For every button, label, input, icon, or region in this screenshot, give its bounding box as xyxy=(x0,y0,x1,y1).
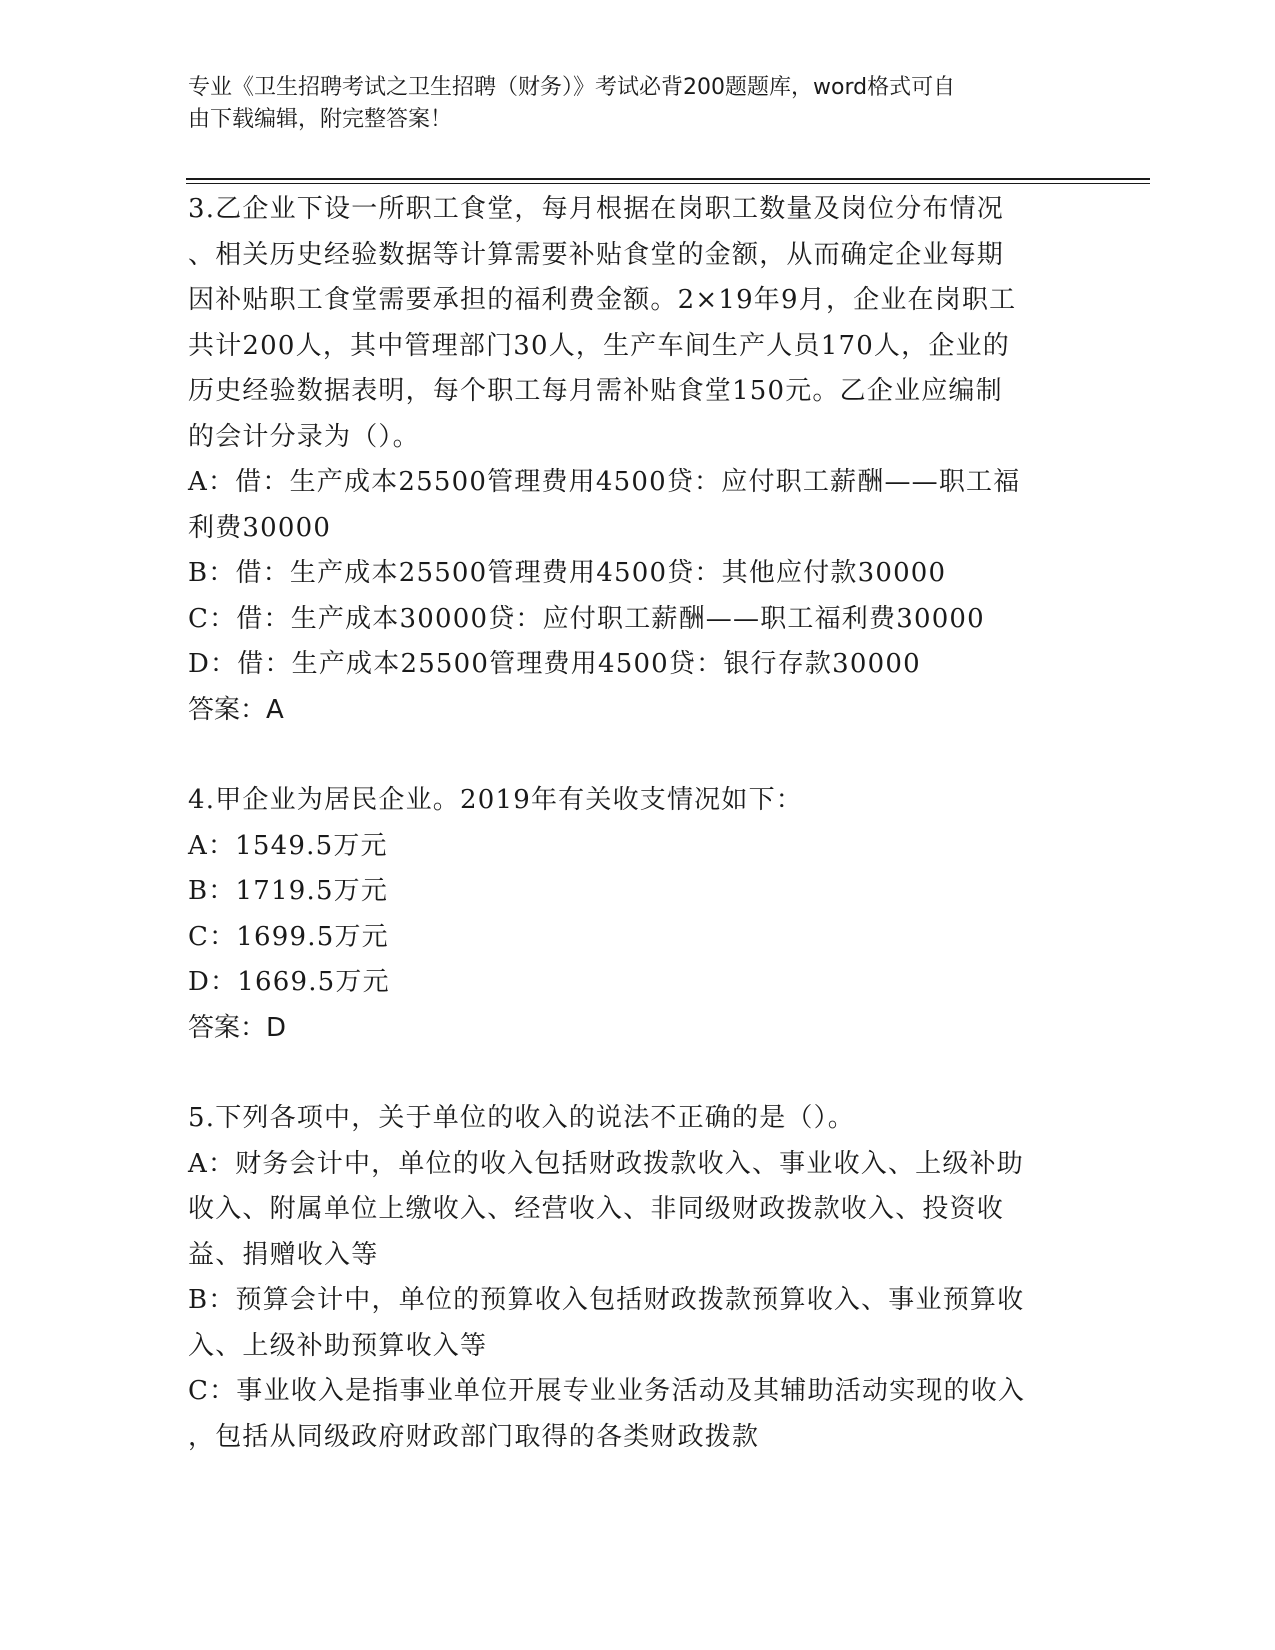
question-stem-line: 的会计分录为（）。 xyxy=(188,421,420,452)
question-stem-line: 3.乙企业下设一所职工食堂，每月根据在岗职工数量及岗位分布情况 xyxy=(188,194,1005,224)
question-stem-line: 因补贴职工食堂需要承担的福利费金额。2×19年9月，企业在岗职工 xyxy=(188,285,1017,315)
option-line: B：借：生产成本25500管理费用4500贷：其他应付款30000 xyxy=(188,558,947,588)
question-list xyxy=(188,187,1088,1460)
answer-label: 答案：A xyxy=(188,694,284,725)
question-stem-line: 、相关历史经验数据等计算需要补贴食堂的金额，从而确定企业每期 xyxy=(188,239,1005,270)
question-3 xyxy=(188,187,1088,733)
option-c xyxy=(188,915,1088,961)
question-5 xyxy=(188,1096,1088,1460)
spacer xyxy=(188,733,1088,778)
header-line-1: 专业《卫生招聘考试之卫生招聘（财务）》考试必背200题题库，word格式可自 xyxy=(188,75,956,100)
option-b xyxy=(188,1278,1088,1369)
option-a xyxy=(188,824,1088,870)
document-header xyxy=(188,72,1068,136)
question-stem-line: 共计200人，其中管理部门30人，生产车间生产人员170人，企业的 xyxy=(188,330,1010,361)
option-a xyxy=(188,1142,1088,1279)
option-line: ，包括从同级政府财政部门取得的各类财政拨款 xyxy=(188,1421,760,1452)
question-stem-line: 历史经验数据表明，每个职工每月需补贴食堂150元。乙企业应编制 xyxy=(188,376,1003,406)
option-line: C：1699.5万元 xyxy=(188,921,389,952)
option-d xyxy=(188,960,1088,1006)
option-line: 益、捐赠收入等 xyxy=(188,1239,379,1270)
option-line: 收入、附属单位上缴收入、经营收入、非同级财政拨款收入、投资收 xyxy=(188,1194,1005,1224)
option-line: B：1719.5万元 xyxy=(188,876,389,906)
option-a xyxy=(188,460,1088,551)
option-b xyxy=(188,551,1088,597)
option-line: C：事业收入是指事业单位开展专业业务活动及其辅助活动实现的收入 xyxy=(188,1376,1026,1406)
option-line: A：借：生产成本25500管理费用4500贷：应付职工薪酬——职工福 xyxy=(188,467,1021,497)
header-rule-thin xyxy=(186,183,1150,184)
option-line: 入、上级补助预算收入等 xyxy=(188,1330,488,1361)
question-stem-line: 5.下列各项中，关于单位的收入的说法不正确的是（）。 xyxy=(188,1103,856,1133)
option-line: D：1669.5万元 xyxy=(188,967,390,997)
header-line-2: 由下载编辑，附完整答案！ xyxy=(188,107,453,132)
option-line: B：预算会计中，单位的预算收入包括财政拨款预算收入、事业预算收 xyxy=(188,1285,1025,1315)
answer-label: 答案：D xyxy=(188,1012,287,1043)
option-line: A：财务会计中，单位的收入包括财政拨款收入、事业收入、上级补助 xyxy=(188,1148,1024,1179)
option-line: 利费30000 xyxy=(188,512,332,543)
option-line: A：1549.5万元 xyxy=(188,830,388,861)
header-rule-thick xyxy=(186,178,1150,180)
option-b xyxy=(188,869,1088,915)
option-line: C：借：生产成本30000贷：应付职工薪酬——职工福利费30000 xyxy=(188,603,985,634)
option-d xyxy=(188,642,1088,688)
option-line: D：借：生产成本25500管理费用4500贷：银行存款30000 xyxy=(188,649,921,679)
question-4 xyxy=(188,778,1088,1051)
spacer xyxy=(188,1051,1088,1096)
question-stem-line: 4.甲企业为居民企业。2019年有关收支情况如下： xyxy=(188,785,803,815)
option-c xyxy=(188,1369,1088,1460)
option-c xyxy=(188,597,1088,643)
